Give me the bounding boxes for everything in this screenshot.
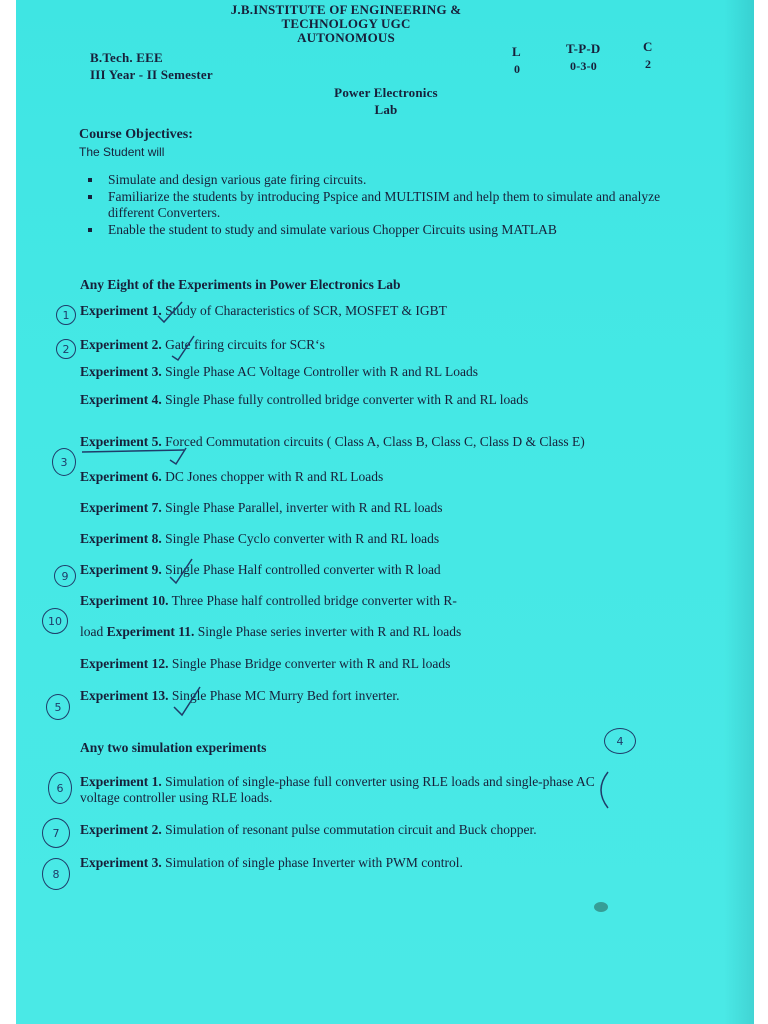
tick-mark-icon xyxy=(164,685,204,719)
experiment-text: Single Phase AC Voltage Controller with R and RL Loads xyxy=(165,364,478,379)
experiment-item xyxy=(80,303,447,319)
experiment-text: Single Phase MC Murry Bed fort inverter. xyxy=(171,688,400,703)
experiment-item xyxy=(80,562,441,578)
experiment-label: Experiment 9. xyxy=(80,562,162,577)
strikethrough-icon xyxy=(80,446,190,466)
handwritten-mark: 1 xyxy=(56,305,76,325)
ltpdc-l-label: L xyxy=(512,44,521,59)
simulation-heading: Any two simulation experiments xyxy=(80,740,267,755)
institute-name-line1: J.B.INSTITUTE OF ENGINEERING & xyxy=(230,2,462,17)
tick-mark-icon xyxy=(166,557,196,585)
tick-mark-icon xyxy=(156,300,186,324)
experiment-label: Experiment 10. xyxy=(80,593,169,608)
objective-item: Enable the student to study and simulate various Chopper Circuits using MATLAB xyxy=(86,222,706,238)
handwritten-mark: 4 xyxy=(604,728,636,754)
experiment-text: Forced Commutation circuits ( Class A, Class B, Class C, Class D & Class E) xyxy=(165,434,585,449)
objective-item: Simulate and design various gate firing circuits. xyxy=(86,172,706,188)
experiment-text: Single Phase fully controlled bridge converter with R and RL loads xyxy=(165,392,529,407)
document-page xyxy=(16,0,754,1024)
experiment-item xyxy=(80,364,478,380)
experiment-text: Study of Characteristics of SCR, MOSFET & IGBT xyxy=(165,303,447,318)
bracket-mark-icon xyxy=(592,770,612,810)
handwritten-mark: 6 xyxy=(48,772,72,804)
experiment-item xyxy=(80,656,450,672)
simulation-item xyxy=(80,855,463,871)
handwritten-mark: 5 xyxy=(46,694,70,720)
simulation-item xyxy=(80,774,595,790)
experiment-item xyxy=(80,531,439,547)
experiment-text: Single Phase series inverter with R and RL loads xyxy=(197,624,462,639)
experiment-text: Single Phase Half controlled converter with R load xyxy=(165,562,441,577)
experiment-label: Experiment 6. xyxy=(80,469,162,484)
course-title-line2: Lab xyxy=(374,102,398,117)
experiment-item xyxy=(80,593,457,609)
experiment-label: Experiment 11. xyxy=(106,624,195,639)
experiment-text: Single Phase Bridge converter with R and RL loads xyxy=(171,656,451,671)
experiment-item xyxy=(80,688,399,704)
experiment-item xyxy=(80,469,383,485)
objective-item: Familiarize the students by introducing Pspice and MULTISIM and help them to simulate and analyze different Converters. xyxy=(86,189,698,221)
ltpdc-c-label: C xyxy=(643,39,653,54)
experiment-text: Simulation of single phase Inverter with PWM control. xyxy=(165,855,463,870)
experiment-label: Experiment 2. xyxy=(80,337,162,352)
experiment-label: Experiment 13. xyxy=(80,688,169,703)
experiment-label: Experiment 3. xyxy=(80,364,162,379)
experiment-label: Experiment 5. xyxy=(80,434,162,449)
ink-smudge xyxy=(594,902,608,912)
simulation-item-continued: voltage controller using RLE loads. xyxy=(80,790,273,805)
year-semester: III Year - II Semester xyxy=(90,67,213,82)
experiment-text: DC Jones chopper with R and RL Loads xyxy=(165,469,384,484)
handwritten-mark: 9 xyxy=(54,565,76,587)
experiment-text: Simulation of resonant pulse commutation circuit and Buck chopper. xyxy=(165,822,537,837)
ltpdc-c-value: 2 xyxy=(645,57,652,71)
program-name: B.Tech. EEE xyxy=(90,50,163,65)
page-shadow xyxy=(724,0,754,1024)
experiment-item xyxy=(80,500,442,516)
objectives-intro: The Student will xyxy=(79,145,165,159)
experiment-item xyxy=(80,337,325,353)
experiment-text: Gate firing circuits for SCR‘s xyxy=(165,337,325,352)
institute-name-line2: TECHNOLOGY UGC xyxy=(281,16,411,31)
objectives-heading: Course Objectives: xyxy=(79,127,193,142)
experiment-item xyxy=(80,624,461,640)
experiment-prefix: load xyxy=(80,624,107,639)
handwritten-mark: 7 xyxy=(42,818,70,848)
experiment-label: Experiment 8. xyxy=(80,531,162,546)
tick-mark-icon xyxy=(168,334,198,362)
experiment-label: Experiment 4. xyxy=(80,392,162,407)
simulation-item xyxy=(80,822,537,838)
handwritten-mark: 3 xyxy=(52,448,76,476)
handwritten-mark: 10 xyxy=(42,608,68,634)
experiment-label: Experiment 7. xyxy=(80,500,162,515)
experiment-text: Three Phase half controlled bridge converter with R- xyxy=(171,593,457,608)
experiment-text: Simulation of single-phase full converter using RLE loads and single-phase AC xyxy=(165,774,595,789)
experiment-label: Experiment 12. xyxy=(80,656,169,671)
handwritten-mark: 8 xyxy=(42,858,70,890)
ltpdc-tpd-label: T-P-D xyxy=(566,41,601,56)
handwritten-mark: 2 xyxy=(56,339,76,359)
experiment-label: Experiment 1. xyxy=(80,774,162,789)
course-title-line1: Power Electronics xyxy=(334,85,438,100)
ltpdc-tpd-value: 0-3-0 xyxy=(570,59,597,73)
experiment-label: Experiment 3. xyxy=(80,855,162,870)
experiment-text: Single Phase Cyclo converter with R and RL loads xyxy=(165,531,440,546)
objectives-list xyxy=(86,172,706,239)
experiment-item xyxy=(80,392,528,408)
experiment-text: Single Phase Parallel, inverter with R and RL loads xyxy=(165,500,443,515)
experiment-label: Experiment 2. xyxy=(80,822,162,837)
experiment-label: Experiment 1. xyxy=(80,303,162,318)
institute-name-line3: AUTONOMOUS xyxy=(297,30,395,45)
ltpdc-l-value: 0 xyxy=(514,62,521,76)
lab-heading: Any Eight of the Experiments in Power Electronics Lab xyxy=(80,277,401,292)
